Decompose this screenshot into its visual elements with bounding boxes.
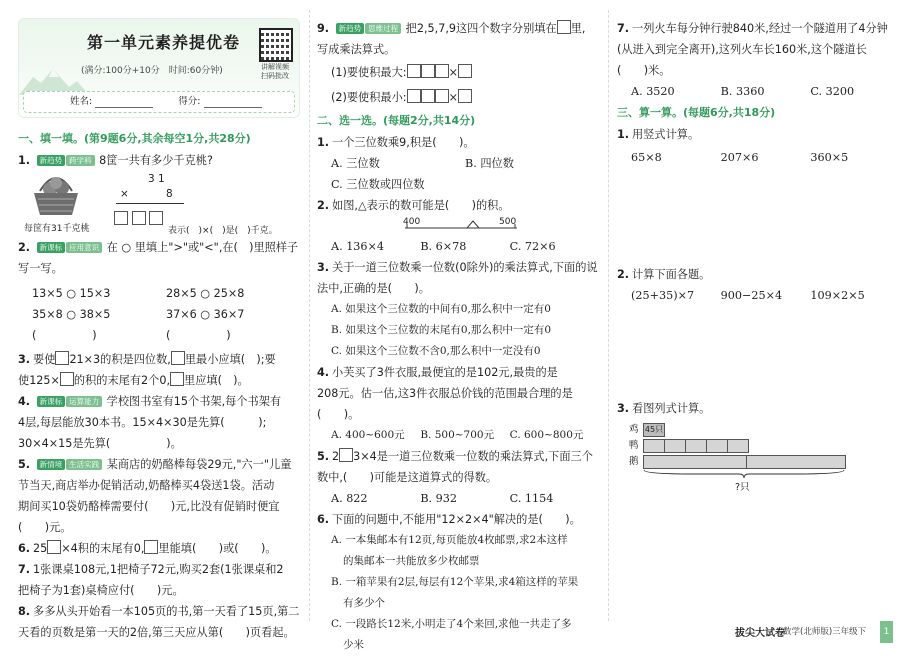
question-2 <box>18 237 300 279</box>
tag-badge: 新趋势 <box>37 155 66 166</box>
question-text: 多多从头开始看一本105页的书,第一天看了15页,第二 <box>33 605 300 618</box>
question-text: 4层,每层能放30本书。15×4×30是先算( ); <box>18 416 267 429</box>
bar-label-goose: 鹅 <box>629 456 639 467</box>
choice-question-6 <box>317 509 599 530</box>
calc-items-row <box>617 147 900 168</box>
number-line-left-label: 400 <box>403 217 421 227</box>
option-c[interactable]: C. 72×6 <box>509 240 556 253</box>
question-9 <box>317 18 599 39</box>
choice-question-4 <box>317 362 599 383</box>
option-b[interactable]: B. 6×78 <box>420 240 467 253</box>
section-heading: 三、算一算。(每题6分,共18分) <box>617 106 776 119</box>
question-number: 9. <box>317 22 330 35</box>
section-heading: 二、选一选。(每题2分,共14分) <box>317 114 476 127</box>
answer-blank[interactable]: ( ) <box>32 329 97 342</box>
name-score-row <box>23 91 295 113</box>
tag-badge: 新情境 <box>37 459 66 470</box>
question-text: ( )元。 <box>18 521 72 534</box>
options-row <box>317 153 599 174</box>
question-text: 21×3的积是四位数, <box>69 353 171 366</box>
bar-label-chicken: 鸡 <box>629 424 639 435</box>
calc-question-3 <box>617 398 900 419</box>
qr-caption <box>255 63 295 81</box>
options-row <box>317 488 599 509</box>
footer-brand: 拔尖大试卷 <box>735 628 785 639</box>
choice-question-5 <box>317 446 599 467</box>
answer-box[interactable] <box>144 540 158 554</box>
question-text: 3×4是一道三位数乘一位数的乘法算式,下面三个 <box>353 450 593 463</box>
question-text: (2)要使积最小: <box>331 91 407 104</box>
options-row <box>617 81 900 102</box>
vertical-line <box>116 203 184 204</box>
question-number: 1. <box>317 136 330 149</box>
bar-goose <box>643 455 846 467</box>
option-b[interactable]: B. 四位数 <box>465 157 514 170</box>
question-number: 2. <box>18 241 31 254</box>
option-b-cont: 有多少个 <box>343 597 385 609</box>
question-number: 8. <box>18 605 31 618</box>
calc-item: 207×6 <box>720 151 759 164</box>
column-left <box>18 18 300 643</box>
bar-label-duck: 鸭 <box>629 440 639 451</box>
total-label: ?只 <box>735 482 750 493</box>
question-text: 用竖式计算。 <box>632 128 700 141</box>
option-b[interactable]: B. 3360 <box>720 85 765 98</box>
question-text: 里最小应填( );要 <box>184 353 276 366</box>
question-text: 25 <box>33 542 48 555</box>
number-line <box>317 216 599 236</box>
question-number: 6. <box>317 513 330 526</box>
question-text: 208元。估一估,这3件衣服总价钱的范围最合理的是 <box>317 387 573 400</box>
question-text: 把椅子为1套)桌椅应付( )元。 <box>18 584 184 597</box>
question-text: 2 <box>332 450 340 463</box>
question-text: 8筐一共有多少千克桃? <box>99 154 213 167</box>
qr-caption-line2: 扫码批改 <box>261 72 289 80</box>
answer-box[interactable] <box>55 351 69 365</box>
column-divider <box>309 10 310 621</box>
question-text: 在 ○ 里填上">"或"<",在( )里照样子写一写。 <box>18 241 299 275</box>
question-number: 2. <box>617 268 630 281</box>
tag-badge: 思维过程 <box>365 23 401 34</box>
qr-code-icon[interactable] <box>259 28 293 62</box>
work-space[interactable] <box>617 168 900 264</box>
answer-box[interactable] <box>407 64 421 78</box>
option-a-cont: 的集邮本一共能放多少枚邮票 <box>343 555 480 567</box>
question-text: ( )米。 <box>617 64 671 77</box>
compare-row <box>18 283 300 304</box>
answer-box[interactable] <box>421 89 435 103</box>
question-text: 要使 <box>33 353 56 366</box>
question-text: 下面的问题中,不能用"12×2×4"解决的是( )。 <box>332 513 581 526</box>
question-4 <box>18 391 300 412</box>
question-3 <box>18 349 300 370</box>
name-label: 姓名: <box>70 96 93 107</box>
answer-blank[interactable]: ( ) <box>166 329 231 342</box>
answer-box[interactable] <box>557 20 571 34</box>
bar-diagram <box>617 419 900 493</box>
answer-box[interactable] <box>458 89 472 103</box>
tag-badge: 新课标 <box>37 396 66 407</box>
question-text: 数中,( )可能是这道算式的得数。 <box>317 471 498 484</box>
calc-item: 900−25×4 <box>720 289 783 302</box>
question-number: 3. <box>317 261 330 274</box>
page-subtitle: (满分:100分+10分 时间:60分钟) <box>81 66 223 76</box>
answer-box[interactable] <box>47 540 61 554</box>
calc-item: (25+35)×7 <box>631 289 695 302</box>
question-1 <box>18 150 300 171</box>
option-a[interactable]: A. 一本集邮本有12页,每页能放4枚邮票,求2本这样 <box>331 534 568 546</box>
compare-item[interactable]: 35×8 ○ 38×5 <box>32 308 111 321</box>
question-number: 7. <box>617 22 630 35</box>
calc-question-1 <box>617 124 900 145</box>
question-text: 里能填( )或( )。 <box>158 542 277 555</box>
question-5 <box>18 454 300 475</box>
answer-box[interactable] <box>132 211 146 225</box>
answer-box[interactable] <box>171 351 185 365</box>
calc-items-row <box>617 285 900 306</box>
column-divider <box>608 10 609 621</box>
answer-boxes <box>114 209 163 230</box>
option-c[interactable]: C. 如果这个三位数不含0,那么积中一定没有0 <box>331 345 541 357</box>
footer-subtitle: 数学(北师版)三年级下 <box>783 627 867 637</box>
section-heading: 一、填一填。(第9题6分,其余每空1分,共28分) <box>18 132 251 145</box>
option-a[interactable]: A. 3520 <box>631 85 675 98</box>
compare-blank-row <box>18 325 300 346</box>
options-row <box>317 425 599 446</box>
compare-row <box>18 304 300 325</box>
qr-caption-line1: 讲解视频 <box>261 63 289 71</box>
question-text: 期间买10袋奶酪棒需要付( )元,比没有促销时便宜 <box>18 500 280 513</box>
number-line-right-label: 500 <box>499 217 517 227</box>
choice-question-7 <box>617 18 900 39</box>
option-c[interactable]: C. 三位数或四位数 <box>331 178 425 191</box>
question-8 <box>18 601 300 622</box>
question-text: 把2,5,7,9这四个数字分别填在 <box>405 22 557 35</box>
choice-question-1 <box>317 132 599 153</box>
question-3-line2 <box>18 370 300 391</box>
column-right <box>617 18 900 493</box>
page-title: 第一单元素养提优卷 <box>87 33 241 52</box>
question-number: 4. <box>18 395 31 408</box>
question-text: 天看的页数是第一天的2倍,第三天应从第( )页看起。 <box>18 626 295 639</box>
tag-badge: 应用意识 <box>66 242 102 253</box>
question-number: 3. <box>617 402 630 415</box>
question-text: 关于一道三位数乘一位数(0除外)的乘法算式,下面的说 <box>332 261 598 274</box>
answer-box[interactable] <box>407 89 421 103</box>
tag-badge: 生活实践 <box>66 459 102 470</box>
option-a[interactable]: A. 如果这个三位数的中间有0,那么积中一定有0 <box>331 303 551 315</box>
calc-question-2 <box>617 264 900 285</box>
question-text: 如图,△表示的数可能是( )的积。 <box>332 199 510 212</box>
question-text: 节当天,商店举办促销活动,奶酪棒买4袋送1袋。活动 <box>18 479 275 492</box>
options-row <box>317 236 599 257</box>
option-c-cont: 少米 <box>343 639 364 651</box>
question-7 <box>18 559 300 580</box>
question-text: 某商店的奶酪棒每袋29元,"六一"儿童 <box>106 458 292 471</box>
question-number: 1. <box>18 154 31 167</box>
compare-item[interactable]: 28×5 ○ 25×8 <box>166 287 245 300</box>
option-b[interactable]: B. 一箱苹果有2层,每层有12个苹果,求4箱这样的苹果 <box>331 576 579 588</box>
header-card <box>18 18 300 118</box>
answer-box[interactable] <box>435 89 449 103</box>
question-text: 小芙买了3件衣服,最便宜的是102元,最贵的是 <box>332 366 558 379</box>
option-c[interactable]: C. 600~800元 <box>509 429 584 441</box>
question-text: 30×4×15是先算( )。 <box>18 437 182 450</box>
vertical-multiplicand: 3 1 <box>148 173 165 185</box>
question-text: 1张课桌108元,1把椅子72元,购买2套(1张课桌和2 <box>33 563 284 576</box>
q9-part1: (1)要使积最大: × <box>317 62 599 83</box>
times-sign: × <box>120 188 129 200</box>
choice-question-3 <box>317 257 599 278</box>
work-space[interactable] <box>617 306 900 398</box>
question-number: 5. <box>18 458 31 471</box>
question-text: ×4积的末尾有0, <box>61 542 145 555</box>
calc-item: 109×2×5 <box>810 289 865 302</box>
question-text: (从进入到完全离开),这列火车长160米,这个隧道长 <box>617 43 867 56</box>
tag-badge: 运算能力 <box>66 396 102 407</box>
option-a[interactable]: A. 三位数 <box>331 157 380 170</box>
page-number-badge: 1 <box>880 621 893 643</box>
calc-item: 360×5 <box>810 151 849 164</box>
question-number: 4. <box>317 366 330 379</box>
question-number: 3. <box>18 353 31 366</box>
option-c[interactable]: C. 3200 <box>810 85 855 98</box>
option-a[interactable]: A. 136×4 <box>331 240 385 253</box>
option-c[interactable]: C. 1154 <box>509 492 554 505</box>
answer-box[interactable] <box>170 372 184 386</box>
answer-box[interactable] <box>458 64 472 78</box>
question-text: 使125× <box>18 374 60 387</box>
choice-question-2 <box>317 195 599 216</box>
compare-item[interactable]: 13×5 ○ 15×3 <box>32 287 111 300</box>
answer-box[interactable] <box>435 64 449 78</box>
option-a[interactable]: A. 822 <box>331 492 368 505</box>
bar-duck <box>643 439 749 451</box>
question-text: 看图列式计算。 <box>632 402 711 415</box>
answer-box[interactable] <box>421 64 435 78</box>
tag-badge: 新趋势 <box>336 23 365 34</box>
answer-box[interactable] <box>60 372 74 386</box>
name-field[interactable] <box>95 95 153 108</box>
option-b[interactable]: B. 932 <box>420 492 458 505</box>
question-number: 2. <box>317 199 330 212</box>
vertical-explanation: 表示( )×( )是( )千克。 <box>168 226 278 236</box>
option-a[interactable]: A. 400~600元 <box>331 429 405 441</box>
question-number: 1. <box>617 128 630 141</box>
bar-chicken: 45只 <box>643 423 665 437</box>
score-label: 得分: <box>178 96 201 107</box>
vertical-multiplier: 8 <box>166 188 173 200</box>
score-field[interactable] <box>204 95 262 108</box>
option-b[interactable]: B. 如果这个三位数的末尾有0,那么积中一定有0 <box>331 324 552 336</box>
answer-box[interactable] <box>114 211 128 225</box>
question-text: 一个三位数乘9,积是( )。 <box>332 136 475 149</box>
question-6 <box>18 538 300 559</box>
question-text: 法中,正确的是( )。 <box>317 282 430 295</box>
question-text: 学校图书室有15个书架,每个书架有 <box>106 395 282 408</box>
q9-part2: (2)要使积最小: × <box>317 87 599 108</box>
question-text: 的积的末尾有2个0, <box>73 374 171 387</box>
calc-item: 65×8 <box>631 151 662 164</box>
question-text: 写成乘法算式。 <box>317 43 396 56</box>
column-middle <box>317 18 599 656</box>
option-b[interactable]: B. 500~700元 <box>420 429 495 441</box>
question-1-figure <box>18 171 300 237</box>
question-text: 里应填( )。 <box>184 374 249 387</box>
question-text: (1)要使积最大: <box>331 66 407 79</box>
question-text: 计算下面各题。 <box>632 268 711 281</box>
option-c[interactable]: C. 一段路长12米,小明走了4个来回,求他一共走了多 <box>331 618 572 630</box>
figure-caption: 每筐有31千克桃 <box>24 224 90 234</box>
triangle-marker-icon <box>467 221 479 228</box>
question-text: 里, <box>570 22 586 35</box>
tag-badge: 新课标 <box>37 242 66 253</box>
answer-box[interactable] <box>149 211 163 225</box>
question-number: 7. <box>18 563 31 576</box>
compare-item[interactable]: 37×6 ○ 36×7 <box>166 308 245 321</box>
peach-basket-icon <box>30 171 82 219</box>
tag-badge: 跨学科 <box>66 155 95 166</box>
question-number: 6. <box>18 542 31 555</box>
question-text: 一列火车每分钟行驶840米,经过一个隧道用了4分钟 <box>632 22 888 35</box>
question-number: 5. <box>317 450 330 463</box>
answer-box[interactable] <box>339 448 353 462</box>
question-text: ( )。 <box>317 408 360 421</box>
